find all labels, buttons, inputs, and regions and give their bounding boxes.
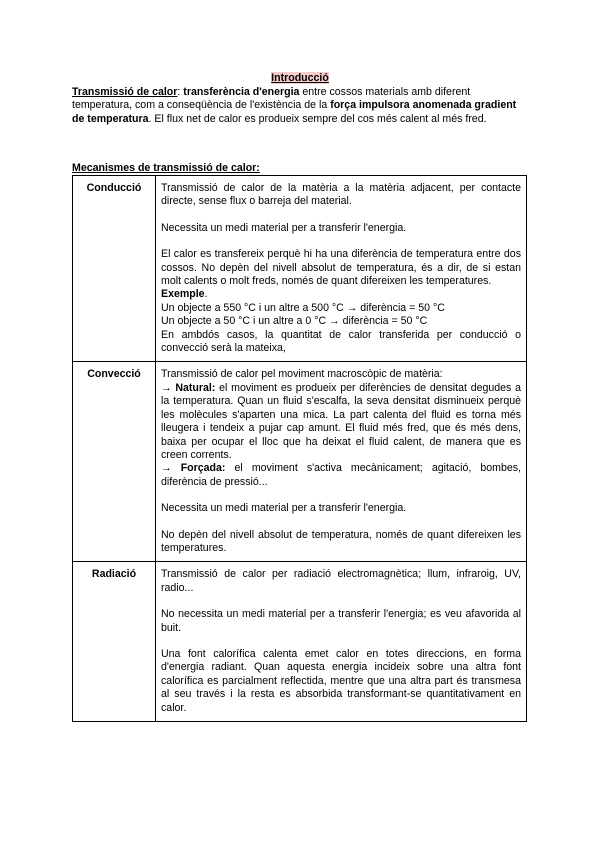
conveccio-p3: No depèn del nivell absolut de temperatura, només de quant difereixen les temperatures. [161, 528, 521, 554]
row-content-conduccio [156, 176, 527, 362]
conduccio-example-dot: . [204, 288, 208, 301]
table-row-radiacio [73, 562, 527, 722]
row-content-conveccio [156, 362, 527, 562]
mechanisms-heading: Mecanismes de transmissió de calor: [72, 162, 260, 174]
intro-paragraph [72, 86, 528, 126]
radiacio-p1: Transmissió de calor per radiació electromagnètica; llum, infraroig, UV, radio... [161, 568, 521, 594]
forced-text: el moviment s'activa mecànicament; agitació, bombes, diferència de pressió... [161, 462, 521, 488]
row-label-radiacio: Radiació [73, 562, 156, 722]
natural-label: Natural: [175, 381, 216, 394]
row-content-radiacio [156, 562, 527, 722]
conduccio-ex2: Un objecte a 50 °C i un altre a 0 °C → diferència = 50 °C [161, 315, 428, 328]
title-text: Introducció [271, 72, 329, 84]
conveccio-p2: Necessita un medi material per a transferir l'energia. [161, 502, 407, 515]
conduccio-p3: El calor es transfereix perquè hi ha una diferència de temperatura entre dos cossos. No depèn del nivell absolut de temperatura, és a dir, de si estan molt calents o molt freds, només de quant difereixen les temperatures. [161, 248, 521, 288]
mechanisms-table [72, 175, 527, 722]
intro-term-sep: : [177, 86, 184, 98]
conduccio-p1: Transmissió de calor de la matèria a la matèria adjacent, per contacte directe, sense flux o barreja del material. [161, 182, 521, 208]
conduccio-ex1: Un objecte a 550 °C i un altre a 500 °C → diferència = 50 °C [161, 301, 445, 314]
conveccio-p1: Transmissió de calor pel moviment macroscòpic de matèria: [161, 368, 443, 381]
conduccio-example-heading [161, 288, 521, 301]
intro-term: Transmissió de calor [72, 86, 178, 98]
row-label-conduccio: Conducció [73, 176, 156, 362]
forced-arrow: → [161, 462, 181, 475]
natural-text: el moviment es produeix per diferències de densitat degudes a la temperatura. Quan un fluid s'escalfa, la seva densitat disminueix perquè les molècules s'aparten una mica. La part calenta del fluid es torna més lleugera i tendeix a pujar cap amunt. El fluid més fred, que és més dens, baixa per ocupar el lloc que ha deixat el fluid calent, de manera que es creen corrents. [161, 381, 521, 461]
conveccio-natural [161, 382, 521, 462]
table-row-conveccio [73, 362, 527, 562]
forced-label: Forçada: [180, 462, 226, 475]
intro-definition: transferència d'energia [183, 86, 300, 98]
conveccio-forced [161, 462, 521, 489]
radiacio-p3: Una font calorífica calenta emet calor en totes direccions, en forma d'energia radiant. Quan aquesta energia incideix sobre una altra font calorífica es parcialment reflectida, mentre que una altra part és transmesa al seu través i la resta es absorbida transformant-se quantitativament en calor. [161, 647, 521, 714]
row-label-conveccio: Convecció [73, 362, 156, 562]
conduccio-example-label: Exemple [161, 288, 205, 301]
page-title [0, 72, 600, 85]
natural-arrow: → [161, 381, 176, 394]
intro-text2: . El flux net de calor es produeix sempre del cos més calent al més fred. [148, 112, 487, 125]
conduccio-ex3: En ambdós casos, la quantitat de calor transferida per conducció o convecció serà la mateixa, [161, 328, 521, 355]
intro-text [72, 86, 528, 126]
conduccio-p2: Necessita un medi material per a transferir l'energia. [161, 221, 407, 234]
radiacio-p2: No necessita un medi material per a transferir l'energia; es veu afavorida al buit. [161, 608, 521, 634]
table-row-conduccio [73, 176, 527, 362]
intro-text1: entre cossos materials amb diferent temperatura, com a conseqüència de l'existència de la [72, 86, 471, 112]
intro-force: força impulsora anomenada gradient de temperatura [72, 99, 517, 125]
